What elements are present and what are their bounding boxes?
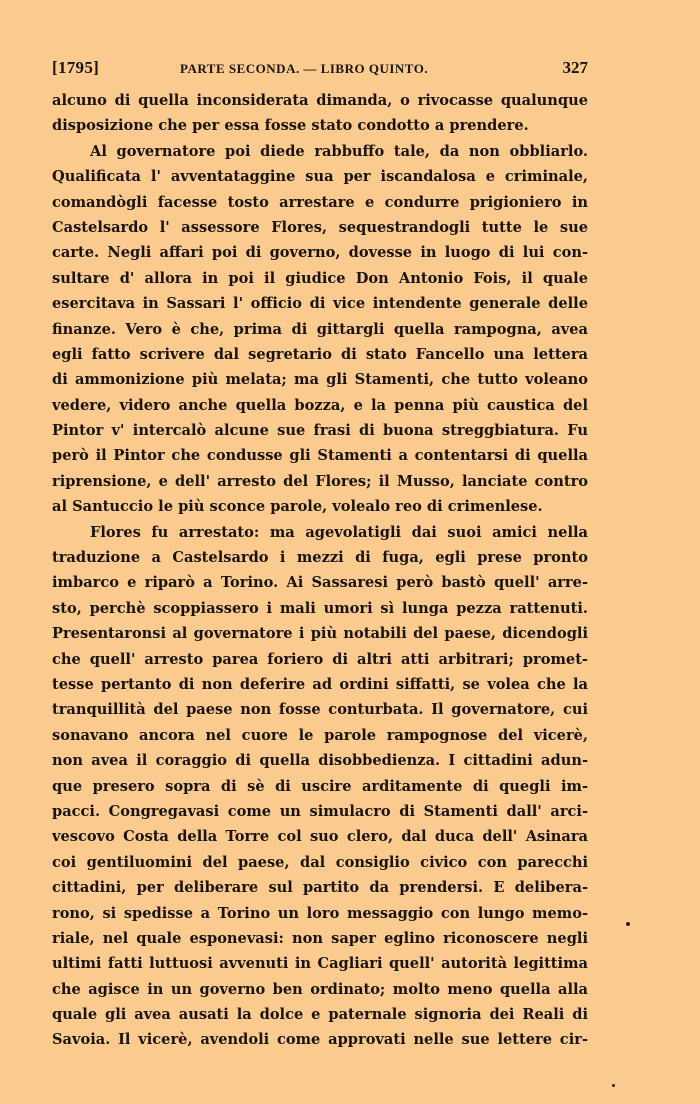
text-line: Qualificata l' avventataggine sua per iscandalosa e criminale, (52, 168, 588, 186)
text-line: rono, si spedisse a Torino un loro messaggio con lungo memo- (52, 904, 588, 922)
text-line: que presero sopra di sè di uscire arditamente di quegli im- (52, 777, 588, 795)
text-line: vescovo Costa della Torre col suo clero, dal duca dell' Asinara (52, 828, 588, 846)
body-text (52, 88, 588, 1053)
text-line: vedere, videro anche quella bozza, e la penna più caustica del (52, 396, 588, 414)
text-line: disposizione che per essa fosse stato condotto a prendere. (52, 117, 529, 135)
text-line: di ammonizione più melata; ma gli Stamenti, che tutto voleano (52, 371, 588, 389)
text-line: traduzione a Castelsardo i mezzi di fuga, egli prese pronto (52, 549, 588, 567)
text-line: sonavano ancora nel cuore le parole rampognose del vicerè, (52, 726, 588, 744)
text-line: sultare d' allora in poi il giudice Don Antonio Fois, il quale (52, 269, 588, 287)
text-line: tranquillità del paese non fosse conturbata. Il governatore, cui (52, 701, 588, 719)
text-line: Savoia. Il vicerè, avendoli come approvati nelle sue lettere cir- (52, 1031, 588, 1049)
text-line: cittadini, per deliberare sul partito da prendersi. E delibera- (52, 879, 588, 897)
text-line: Flores fu arrestato: ma agevolatigli dai suoi amici nella (90, 523, 588, 541)
ink-speck (612, 1084, 615, 1087)
text-line: al Santuccio le più sconce parole, volealo reo di crimenlese. (52, 498, 543, 516)
text-line: Pintor v' intercalò alcune sue frasi di buona streggbiatura. Fu (52, 422, 588, 440)
running-head-title: PARTE SECONDA. — LIBRO QUINTO. (180, 61, 429, 76)
ink-speck (626, 922, 630, 926)
text-line: Presentaronsi al governatore i più notabili del paese, dicendogli (52, 625, 588, 643)
text-line: non avea il coraggio di quella disobbedienza. I cittadini adun- (52, 752, 588, 770)
text-line: alcuno di quella inconsiderata dimanda, o rivocasse qualunque (52, 92, 588, 109)
text-line: Al governatore poi diede rabbuffo tale, da non obbliarlo. (90, 142, 588, 160)
running-head-year: [1795] (52, 58, 100, 77)
text-line: ultimi fatti luttuosi avvenuti in Cagliari quell' autorità legittima (52, 955, 588, 973)
text-line: riale, nel quale esponevasi: non saper eglino riconoscere negli (52, 929, 588, 947)
text-line: quale gli avea ausati la dolce e paternale signoria dei Reali di (52, 1006, 588, 1024)
text-line: tesse pertanto di non deferire ad ordini siffatti, se volea che la (52, 675, 588, 693)
text-line: egli fatto scrivere dal segretario di stato Fancello una lettera (52, 345, 588, 363)
text-line: coi gentiluomini del paese, dal consiglio civico con parecchi (52, 853, 588, 871)
text-line: Castelsardo l' assessore Flores, sequestrandogli tutte le sue (52, 218, 588, 236)
text-line: comandògli facesse tosto arrestare e condurre prigioniero in (52, 193, 588, 211)
text-line: sto, perchè scoppiassero i mali umori sì lunga pezza rattenuti. (52, 599, 588, 617)
text-line: carte. Negli affari poi di governo, dovesse in luogo di lui con- (52, 244, 588, 262)
text-line: finanze. Vero è che, prima di gittargli quella rampogna, avea (52, 320, 588, 338)
text-line: però il Pintor che condusse gli Stamenti a contentarsi di quella (52, 447, 588, 465)
text-line: esercitava in Sassari l' officio di vice intendente generale delle (52, 295, 588, 313)
running-head (52, 58, 588, 82)
text-line: imbarco e riparò a Torino. Ai Sassaresi però bastò quell' arre- (52, 574, 588, 592)
text-line: che agisce in un governo ben ordinato; molto meno quella alla (52, 980, 588, 998)
text-line: che quell' arresto parea foriero di altri atti arbitrari; promet- (52, 650, 588, 668)
text-line: riprensione, e dell' arresto del Flores; il Musso, lanciate contro (52, 472, 588, 490)
page-number: 327 (562, 58, 588, 77)
text-line: pacci. Congregavasi come un simulacro di Stamenti dall' arci- (52, 802, 588, 820)
